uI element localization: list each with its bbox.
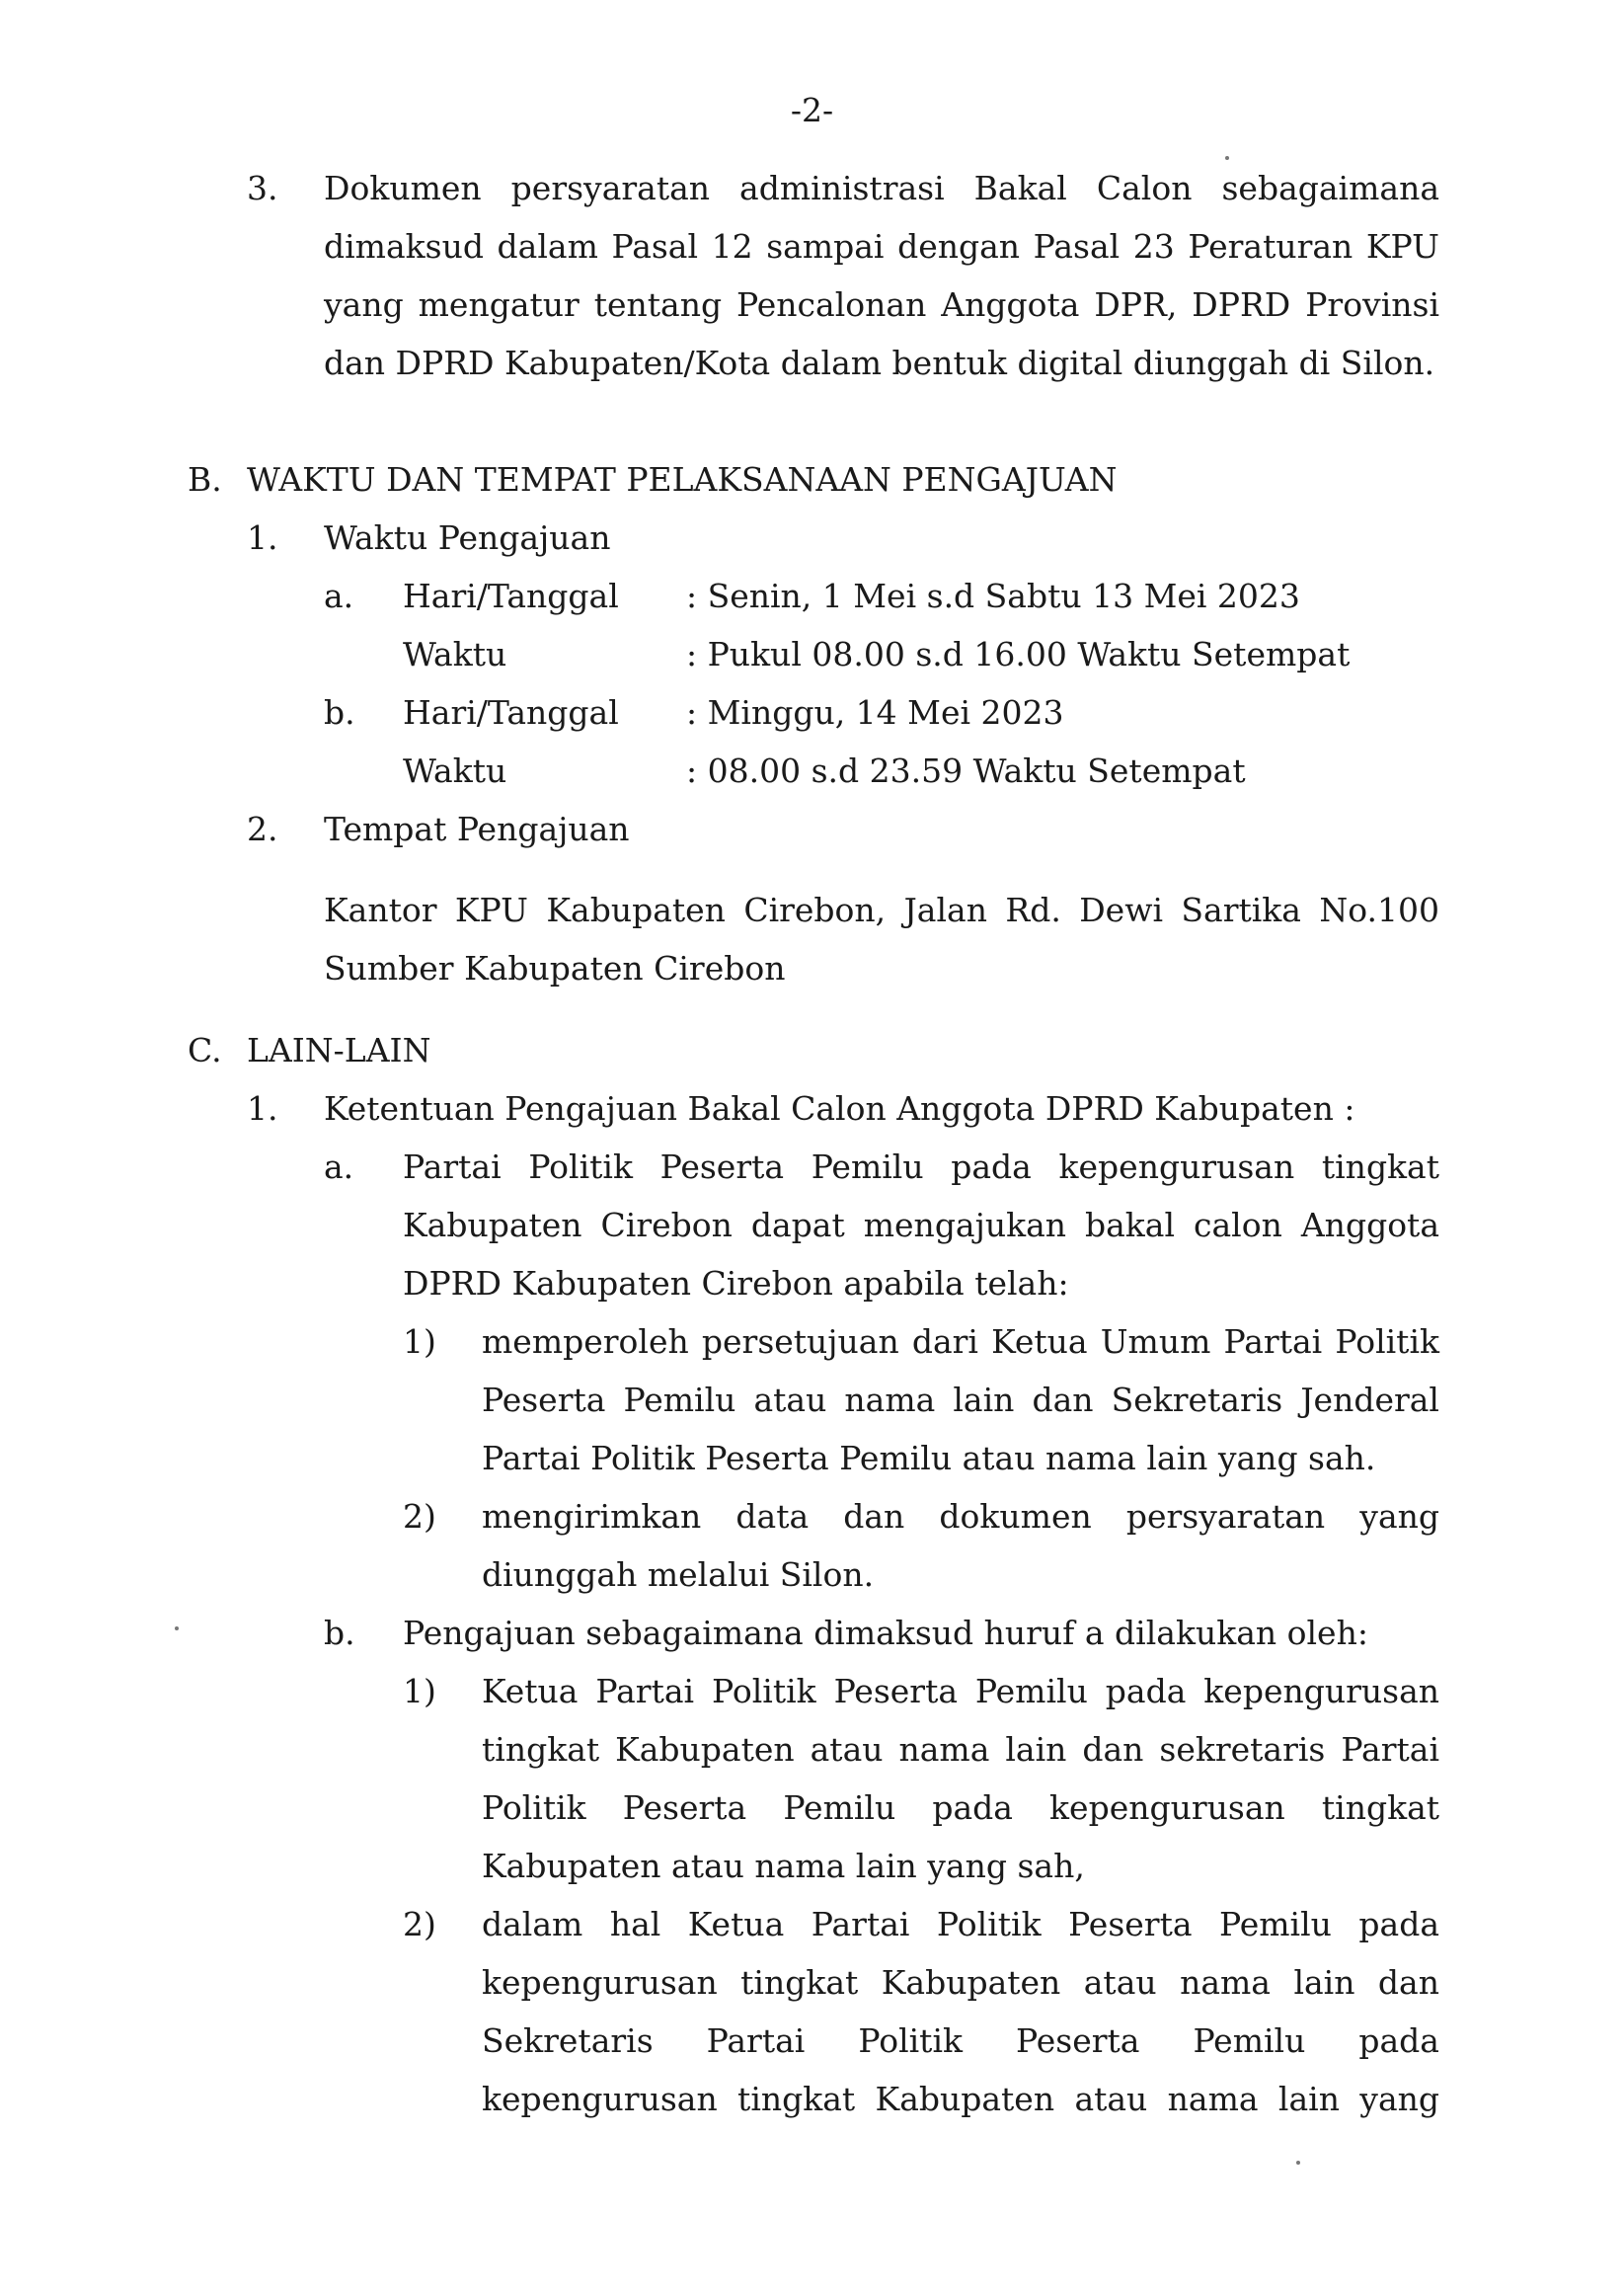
subitem-line: Peserta Pemilu atau nama lain dan Sekretaris Jenderal xyxy=(482,1381,1439,1419)
clause-a-line: Kabupaten Cirebon dapat mengajukan bakal calon Anggota xyxy=(403,1206,1439,1244)
waktu-row-label: Waktu xyxy=(403,635,507,673)
subitem-line: tingkat Kabupaten atau nama lain dan sekretaris Partai xyxy=(482,1730,1439,1769)
scan-speck xyxy=(175,1626,179,1630)
subitem-line: Sekretaris Partai Politik Peserta Pemilu pada xyxy=(482,2021,1439,2060)
clause-b-letter: b. xyxy=(324,1614,355,1652)
subitem-number: 2) xyxy=(403,1905,436,1943)
waktu-row-letter: a. xyxy=(324,577,354,615)
tempat-title: Tempat Pengajuan xyxy=(324,810,630,848)
clause-b-line: Pengajuan sebagaimana dimaksud huruf a dilakukan oleh: xyxy=(403,1614,1368,1652)
waktu-row-label: Hari/Tanggal xyxy=(403,693,619,732)
waktu-row-value: : Senin, 1 Mei s.d Sabtu 13 Mei 2023 xyxy=(686,577,1300,615)
waktu-row-value: : Pukul 08.00 s.d 16.00 Waktu Setempat xyxy=(686,635,1351,673)
item-3-number: 3. xyxy=(247,169,278,207)
section-c-title: LAIN-LAIN xyxy=(247,1031,431,1069)
scan-speck xyxy=(1225,156,1229,160)
subitem-number: 1) xyxy=(403,1322,436,1361)
tempat-address-line: Kantor KPU Kabupaten Cirebon, Jalan Rd. Dewi Sartika No.100 xyxy=(324,891,1439,929)
clause-a-line: Partai Politik Peserta Pemilu pada kepengurusan tingkat xyxy=(403,1147,1439,1186)
subitem-line: mengirimkan data dan dokumen persyaratan yang xyxy=(482,1497,1439,1536)
waktu-number: 1. xyxy=(247,518,278,557)
section-b-title: WAKTU DAN TEMPAT PELAKSANAAN PENGAJUAN xyxy=(247,460,1118,499)
subitem-line: kepengurusan tingkat Kabupaten atau nama lain yang xyxy=(482,2080,1439,2118)
waktu-title: Waktu Pengajuan xyxy=(324,518,611,557)
waktu-row-letter: b. xyxy=(324,693,355,732)
subitem-line: Ketua Partai Politik Peserta Pemilu pada kepengurusan xyxy=(482,1672,1439,1710)
subitem-line: memperoleh persetujuan dari Ketua Umum Partai Politik xyxy=(482,1322,1439,1361)
subitem-line: Politik Peserta Pemilu pada kepengurusan tingkat xyxy=(482,1788,1439,1827)
waktu-row-label: Hari/Tanggal xyxy=(403,577,619,615)
tempat-address-line: Sumber Kabupaten Cirebon xyxy=(324,949,786,988)
ketentuan-title: Ketentuan Pengajuan Bakal Calon Anggota DPRD Kabupaten : xyxy=(324,1089,1355,1128)
subitem-number: 2) xyxy=(403,1497,436,1536)
item-3-line: dimaksud dalam Pasal 12 sampai dengan Pasal 23 Peraturan KPU xyxy=(324,227,1439,266)
subitem-line: Kabupaten atau nama lain yang sah, xyxy=(482,1847,1085,1885)
tempat-number: 2. xyxy=(247,810,278,848)
page-number: -2- xyxy=(790,91,834,129)
item-3-line: Dokumen persyaratan administrasi Bakal Calon sebagaimana xyxy=(324,169,1439,207)
waktu-row-label: Waktu xyxy=(403,751,507,790)
clause-a-line: DPRD Kabupaten Cirebon apabila telah: xyxy=(403,1264,1069,1303)
waktu-row-value: : 08.00 s.d 23.59 Waktu Setempat xyxy=(686,751,1246,790)
ketentuan-number: 1. xyxy=(247,1089,278,1128)
section-c-letter: C. xyxy=(188,1031,222,1069)
subitem-number: 1) xyxy=(403,1672,436,1710)
item-3-line: dan DPRD Kabupaten/Kota dalam bentuk digital diunggah di Silon. xyxy=(324,344,1435,382)
section-b-letter: B. xyxy=(188,460,222,499)
subitem-line: diunggah melalui Silon. xyxy=(482,1555,875,1594)
scan-speck xyxy=(1296,2161,1300,2165)
waktu-row-value: : Minggu, 14 Mei 2023 xyxy=(686,693,1064,732)
subitem-line: kepengurusan tingkat Kabupaten atau nama lain dan xyxy=(482,1963,1439,2002)
clause-a-letter: a. xyxy=(324,1147,354,1186)
subitem-line: Partai Politik Peserta Pemilu atau nama lain yang sah. xyxy=(482,1439,1376,1477)
subitem-line: dalam hal Ketua Partai Politik Peserta Pemilu pada xyxy=(482,1905,1439,1943)
item-3-line: yang mengatur tentang Pencalonan Anggota DPR, DPRD Provinsi xyxy=(324,285,1439,324)
